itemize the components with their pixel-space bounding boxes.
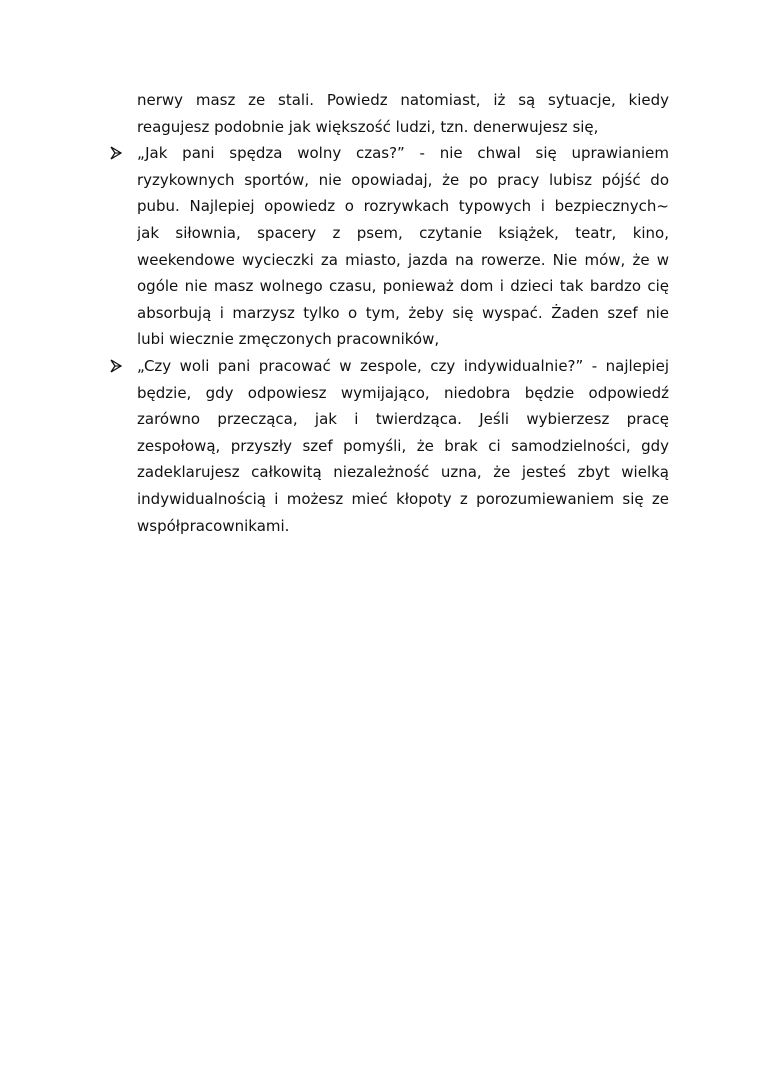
- text-line: zarówno przecząca, jak i twierdząca. Jeśli wybierzesz pracę: [137, 410, 669, 429]
- text-line: weekendowe wycieczki za miasto, jazda na rowerze. Nie mów, że w: [137, 250, 669, 269]
- text-line: będzie, gdy odpowiesz wymijająco, niedobra będzie odpowiedź: [137, 383, 669, 402]
- text-line: współpracownikami.: [137, 516, 290, 535]
- text-line: „Jak pani spędza wolny czas?” - nie chwal się uprawianiem: [137, 144, 669, 163]
- continuation-paragraph: [137, 87, 669, 140]
- document-body: [137, 87, 669, 539]
- text-line: ryzykownych sportów, nie opowiadaj, że po pracy lubisz pójść do: [137, 170, 669, 189]
- arrowhead-bullet-icon: [110, 359, 122, 373]
- text-line: „Czy woli pani pracować w zespole, czy indywidualnie?” - najlepiej: [137, 356, 669, 375]
- text-line: zespołową, przyszły szef pomyśli, że brak ci samodzielności, gdy: [137, 436, 669, 455]
- text-line: ogóle nie masz wolnego czasu, ponieważ dom i dzieci tak bardzo cię: [137, 277, 669, 296]
- text-line: absorbują i marzysz tylko o tym, żeby się wyspać. Żaden szef nie: [137, 303, 669, 322]
- text-line: jak siłownia, spacery z psem, czytanie książek, teatr, kino,: [137, 223, 669, 242]
- text-line: nerwy masz ze stali. Powiedz natomiast, iż są sytuacje, kiedy: [137, 91, 669, 109]
- text-line: pubu. Najlepiej opowiedz o rozrywkach typowych i bezpiecznych~: [137, 197, 669, 216]
- text-line: lubi wiecznie zmęczonych pracowników,: [137, 330, 440, 349]
- list-item-team-work: [137, 353, 669, 539]
- text-line: indywidualnością i możesz mieć kłopoty z porozumiewaniem się ze: [137, 489, 669, 508]
- list-item-free-time: [137, 140, 669, 353]
- text-line: reagujesz podobnie jak większość ludzi, tzn. denerwujesz się,: [137, 117, 599, 136]
- text-line: zadeklarujesz całkowitą niezależność uzna, że jesteś zbyt wielką: [137, 463, 669, 482]
- arrowhead-bullet-icon: [110, 146, 122, 160]
